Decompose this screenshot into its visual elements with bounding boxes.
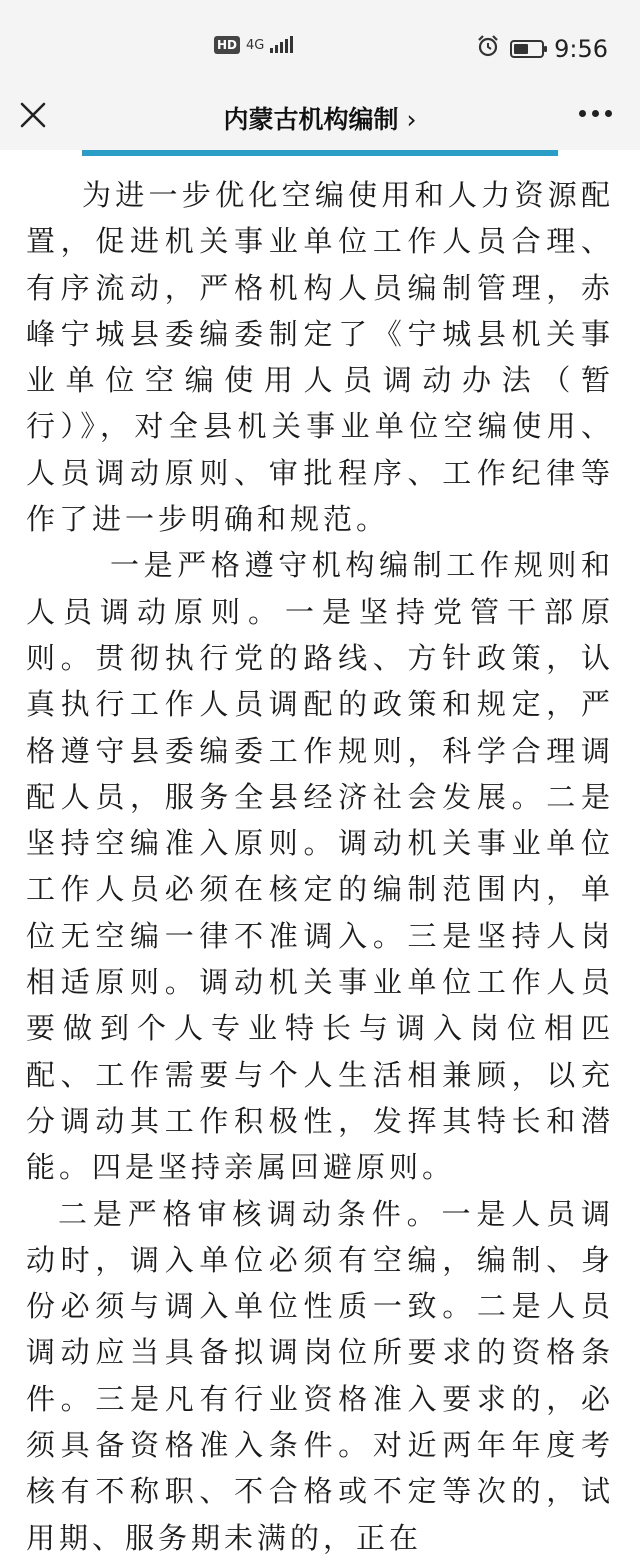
- hd-badge: HD: [214, 36, 240, 54]
- article-body: [26, 172, 614, 1561]
- article-paragraph: 二是严格审核调动条件。一是人员调动时，调入单位必须有空编，编制、身份必须与调入单位性质一致。二是人员调动应当具备拟调岗位所要求的资格条件。三是凡有行业资格准入要求的，必须具备资格准入条件。对近两年年度考核有不称职、不合格或不定等次的，试用期、服务期未满的，正在: [26, 1196, 614, 1555]
- status-bar: [0, 0, 640, 92]
- article-paragraph: 一是严格遵守机构编制工作规则和人员调动原则。一是坚持党管干部原则。贯彻执行党的路线、方针政策，认真执行工作人员调配的政策和规定，严格遵守县委编委工作规则，科学合理调配人员，服务全县经济社会发展。二是坚持空编准入原则。调动机关事业单位工作人员必须在核定的编制范围内，单位无空编一律不准调入。三是坚持人岗相适原则。调动机关事业单位工作人员要做到个人专业特长与调入岗位相匹配、工作需要与个人生活相兼顾，以充分调动其工作积极性，发挥其特长和潜能。四是坚持亲属回避原则。: [26, 548, 614, 1185]
- article-paragraph: 为进一步优化空编使用和人力资源配置，促进机关事业单位工作人员合理、有序流动，严格机构人员编制管理，赤峰宁城县委编委制定了《宁城县机关事业单位空编使用人员调动办法（暂行）》，对全县机关事业单位空编使用、人员调动原则、审批程序、工作纪律等作了进一步明确和规范。: [26, 178, 614, 537]
- alarm-icon: [476, 34, 500, 64]
- more-icon: [579, 110, 586, 117]
- signal-icon: [270, 37, 293, 53]
- network-indicator: [214, 36, 293, 54]
- battery-level: [514, 44, 528, 54]
- nav-bar: [0, 92, 640, 150]
- network-type: 4G: [246, 37, 265, 53]
- page-title: 内蒙古机构编制: [223, 105, 399, 134]
- chevron-right-icon: ›: [406, 105, 417, 134]
- clock: 9:56: [554, 35, 608, 63]
- account-title-link[interactable]: [0, 100, 640, 136]
- more-button[interactable]: [579, 110, 612, 117]
- battery-icon: [510, 40, 544, 58]
- reading-progress-bar: [82, 150, 558, 156]
- status-right: [476, 34, 608, 64]
- reading-progress-fill: [82, 150, 558, 156]
